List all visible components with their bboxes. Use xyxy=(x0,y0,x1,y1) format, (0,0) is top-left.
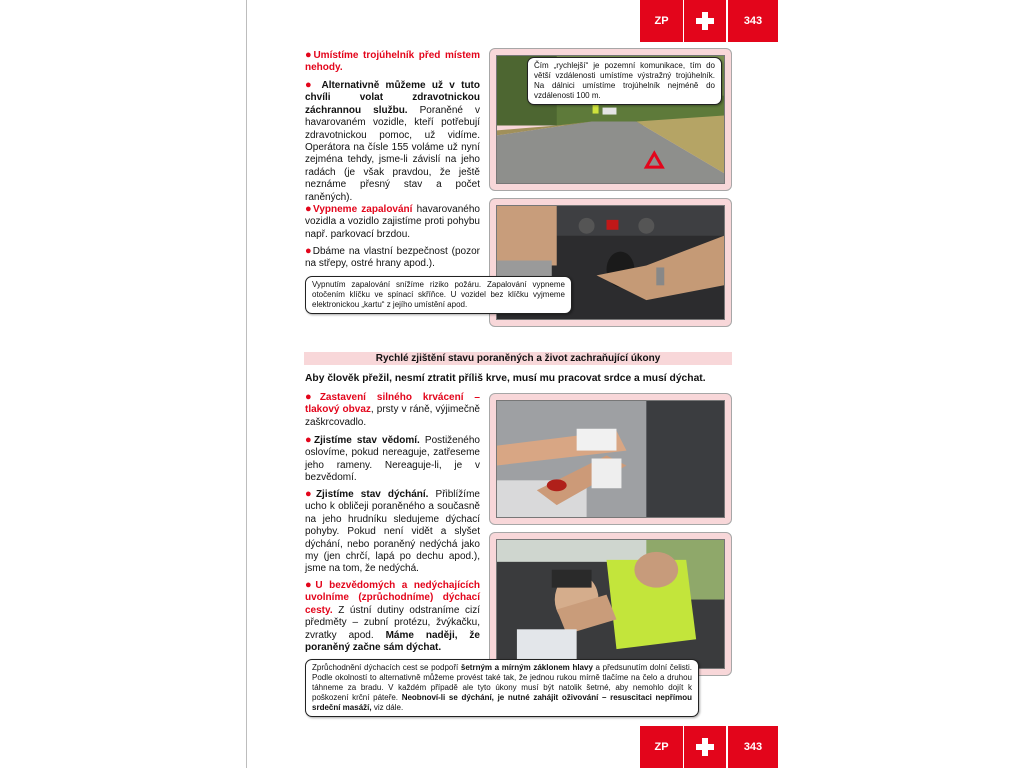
callout-ignition-text: Vypnutím zapalování snížíme riziko požáru. Zapalování vypneme otočením klíčku ve spínací skříňce. U vozidel bez klíčku vyjmeme elektronickou „kartu“ z jejího umístění apod. xyxy=(312,280,565,309)
callout-airway-bold2: Neobnoví-li se dýchání, je nutné zahájit oživování – resuscitaci nepřímou srdeční masáží, xyxy=(312,693,692,712)
block-bleeding-bold: Zastavení silného krvácení – tlakový obvaz xyxy=(305,392,480,416)
block-airway-bold: U bezvědomých a nedýchajících uvolníme (zprůchodníme) dýchací cesty. xyxy=(305,580,480,616)
block-breathing-text: Přiblížíme ucho k obličeji poraněného a současně na jeho hrudníku sledujeme dýchací pohyby. Pokud není vidět a slyšet dýchání, nebo poraněný nedýchá jako my (jen chrčí, lapá po dechu apod.), jsme na tom, že nedýchá. xyxy=(305,489,480,575)
footer-page-number: 343 xyxy=(728,726,778,768)
section-heading: Rychlé zjištění stavu poraněných a život zachraňující úkony xyxy=(304,352,732,365)
block-safety xyxy=(305,245,480,271)
photo-frame-airway xyxy=(489,532,732,676)
footer-cross-cell xyxy=(684,726,726,768)
block-triangle xyxy=(305,49,480,75)
page-footer xyxy=(640,726,778,768)
header-cross-cell xyxy=(684,0,726,42)
callout-triangle-text: Čím „rychlejší“ je pozemní komunikace, tím do větší vzdálenosti umístíme výstražný trojúhelník. Na dálnici umístíme trojúhelník nejméně do vzdálenosti 100 m. xyxy=(534,61,715,100)
footer-section-label: ZP xyxy=(640,726,683,768)
block-airway xyxy=(305,579,480,654)
block-consciousness-bold: Zjistíme stav vědomí. xyxy=(313,435,420,446)
page-header xyxy=(640,0,778,42)
red-bullet-icon: ● xyxy=(305,203,314,215)
block-call-ems-text: Poraněné v havarovaném vozidle, kteří potřebují zdravotnickou pomoc, už vidíme. Operátora na čísle 155 voláme už nyní zejména tehdy, jsme-li závislí na jeho radách (je však pravdou, že ještě neznáme přesný stav a počet raněných). xyxy=(305,104,480,203)
red-bullet-icon: ● xyxy=(305,434,314,446)
red-bullet-icon: ● xyxy=(305,391,320,403)
header-section-label: ZP xyxy=(640,0,683,42)
callout-airway-bold1: šetrným a mírným záklonem hlavy xyxy=(460,663,593,672)
block-breathing-bold: Zjistíme stav dýchání. xyxy=(315,489,429,500)
page-edge-line xyxy=(246,0,247,768)
block-airway-text: Z ústní dutiny odstraníme cizí předměty – zubní protézu, žvýkačku, zvratky apod. xyxy=(305,604,480,641)
block-consciousness-text: Postiženého oslovíme, pokud nereaguje, zatřeseme jeho rameny. Nereaguje-li, je v bezvědomí. xyxy=(305,435,480,484)
photo-frame-bandage xyxy=(489,393,732,525)
block-bleeding xyxy=(305,391,480,429)
red-cross-icon xyxy=(696,738,714,756)
block-safety-text: Dbáme na vlastní bezpečnost (pozor na střepy, ostré hrany apod.). xyxy=(305,246,480,270)
block-ignition xyxy=(305,203,480,241)
callout-triangle-distance xyxy=(527,57,722,105)
callout-airway-text3: viz dále. xyxy=(371,703,404,712)
photo-bandage xyxy=(496,400,725,518)
block-consciousness xyxy=(305,434,480,485)
red-bullet-icon: ● xyxy=(305,49,314,61)
red-bullet-icon: ● xyxy=(305,579,316,591)
photo-airway xyxy=(496,539,725,669)
block-ignition-text: havarovaného vozidla a vozidlo zajistíme proti pohybu např. parkovací brzdou. xyxy=(305,204,480,240)
callout-airway-text1: Zprůchodnění dýchacích cest se podpoří xyxy=(312,663,461,672)
block-call-ems xyxy=(305,79,480,204)
callout-airway-text2: a předsunutím dolní čelisti. Podle okolností to alternativně můžeme provést také tak, že jednou rukou mírně tlačíme na čelo a druhou táhneme za bradu. V každém případě ale tyto úkony musí být natolik šetrné, aby nemohlo dojít k poškození krční páteře. xyxy=(312,663,693,702)
block-triangle-bold: Umístíme trojúhelník před místem nehody. xyxy=(305,50,480,74)
section-lead: Aby člověk přežil, nesmí ztratit příliš krve, musí mu pracovat srdce a musí dýchat. xyxy=(305,373,706,384)
callout-airway xyxy=(305,659,699,717)
block-ignition-bold: Vypneme zapalování xyxy=(313,204,413,215)
header-page-number: 343 xyxy=(728,0,778,42)
block-airway-bold2: Máme naději, že poraněný začne sám dýchat. xyxy=(305,629,480,654)
red-cross-icon xyxy=(696,12,714,30)
red-bullet-icon: ● xyxy=(305,245,313,257)
block-breathing xyxy=(305,488,480,576)
callout-ignition xyxy=(305,276,572,314)
red-bullet-icon: ● xyxy=(305,488,316,500)
block-call-ems-bold: Alternativně můžeme už v tuto chvíli volat zdravotnickou záchrannou službu. xyxy=(305,80,480,116)
red-bullet-icon: ● xyxy=(305,79,316,91)
block-bleeding-text: , prsty v ráně, výjimečně zaškrcovadlo. xyxy=(305,404,480,428)
